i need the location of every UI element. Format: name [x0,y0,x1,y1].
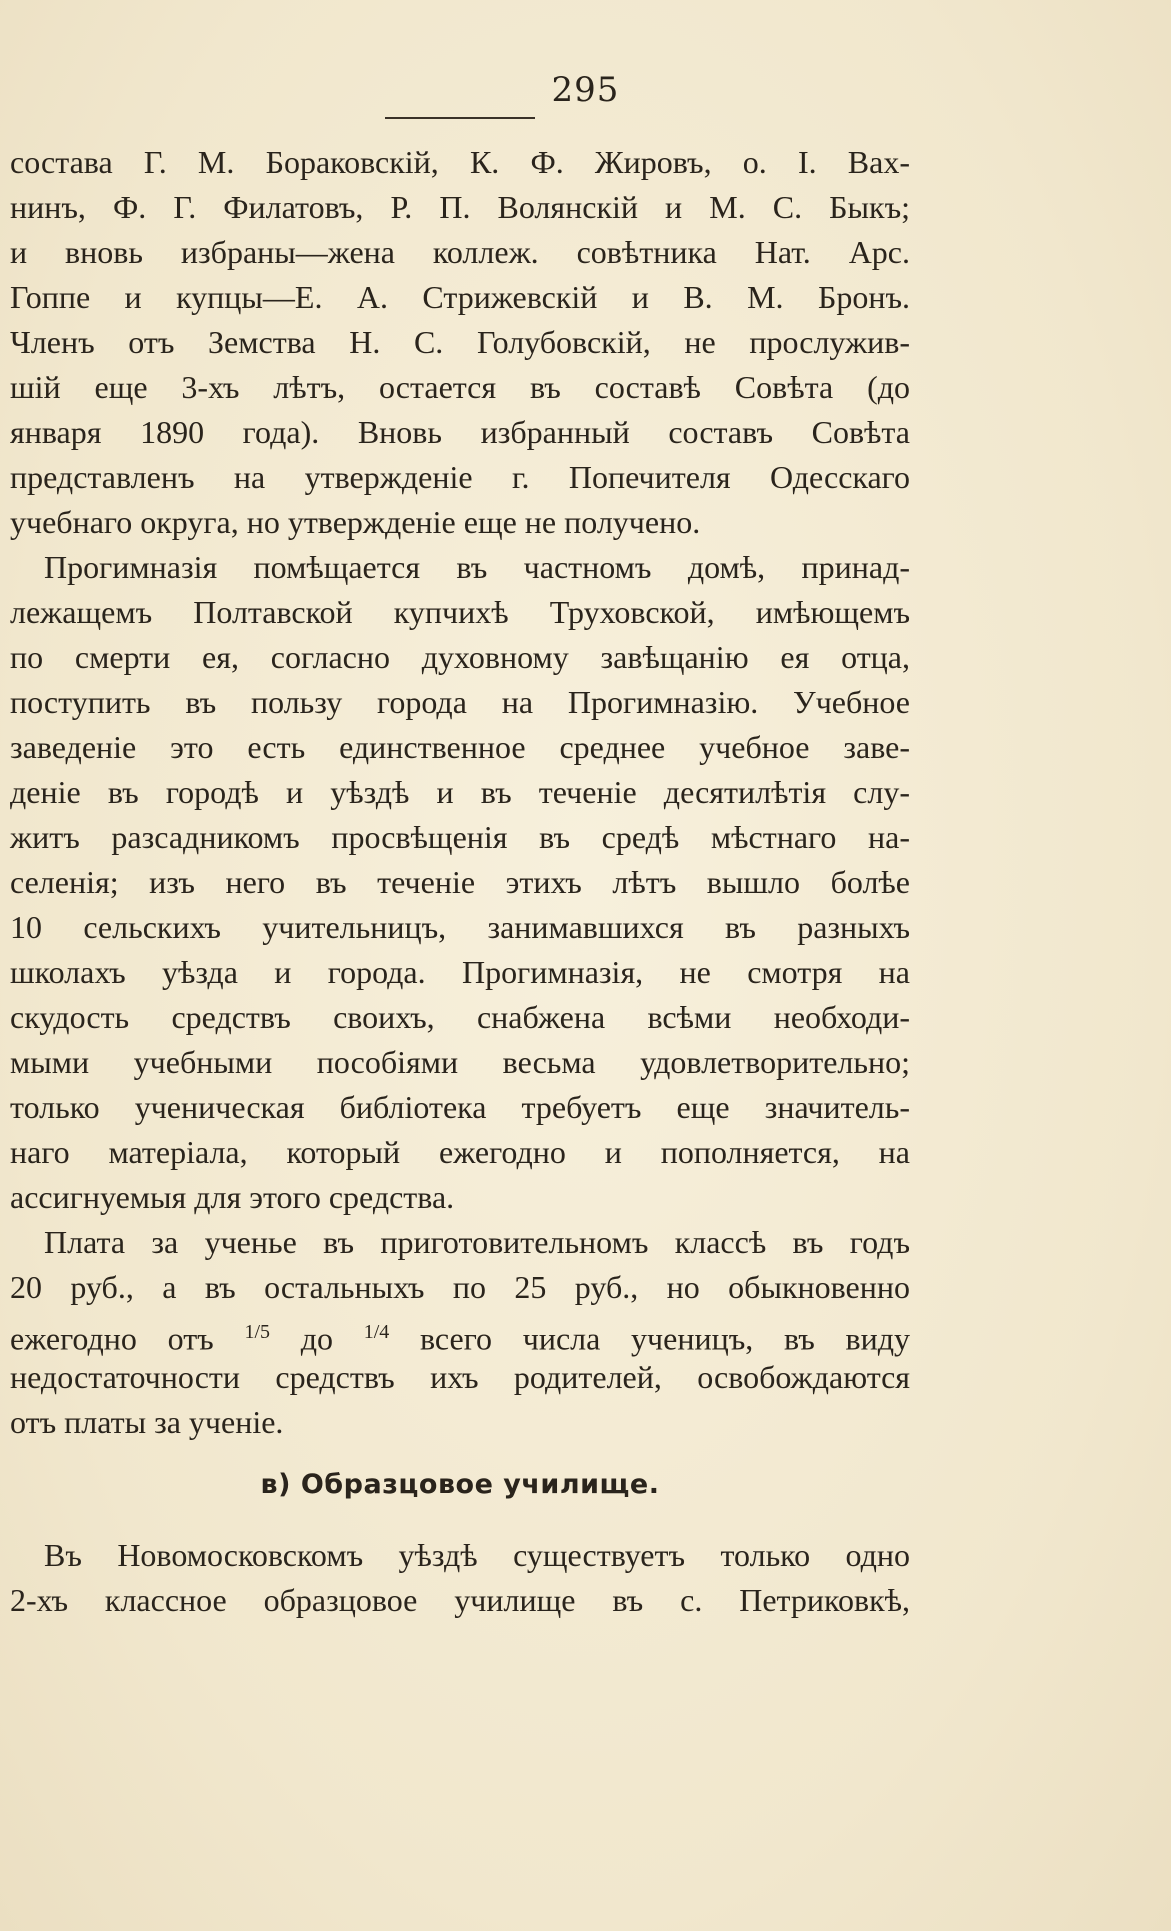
text-line: лежащемъ Полтавской купчихѣ Труховской, имѣющемъ [10,594,910,630]
page-number-rule [385,117,535,119]
text-line: шій еще 3-хъ лѣтъ, остается въ составѣ Совѣта (до [10,369,910,405]
text-line: заведеніе это есть единственное среднее учебное заве- [10,729,910,765]
text-line: Плата за ученье въ приготовительномъ классѣ въ годъ [44,1224,910,1260]
fraction-one-quarter: 1/4 [363,1321,390,1343]
paragraph-tuition-fee [10,1220,910,1445]
text-line: 20 руб., а въ остальныхъ по 25 руб., но обыкновенно [10,1269,910,1305]
text-line: Членъ отъ Земства Н. С. Голубовскій, не прослужив- [10,324,910,360]
text-line: поступить въ пользу города на Прогимназію. Учебное [10,684,910,720]
text-line: состава Г. М. Бораковскій, К. Ф. Жировъ, о. I. Вах- [10,144,910,180]
section-heading: в) Образцовое училище. [260,1469,660,1500]
text-line: недостаточности средствъ ихъ родителей, освобождаются [10,1359,910,1395]
text-line: мыми учебными пособіями весьма удовлетворительно; [10,1044,910,1080]
fraction-one-fifth: 1/5 [244,1321,270,1343]
text-line: ассигнуемыя для этого средства. [10,1179,455,1215]
text-line: Гоппе и купцы—Е. А. Стрижевскій и В. М. Бронъ. [10,279,910,315]
text-line: отъ платы за ученіе. [10,1404,284,1440]
text-line: представленъ на утвержденіе г. Попечителя Одесскаго [10,459,910,495]
paragraph-model-school [10,1533,910,1623]
text-line: Прогимназія помѣщается въ частномъ домѣ, принад- [44,549,910,585]
text-line: по смерти ея, согласно духовному завѣщанію ея отца, [10,639,910,675]
text-line: скудость средствъ своихъ, снабжена всѣми необходи- [10,999,910,1035]
body-text [10,140,910,1623]
text-line: и вновь избраны—жена коллеж. совѣтника Нат. Арс. [10,234,910,270]
text-line: нинъ, Ф. Г. Филатовъ, Р. П. Волянскій и М. С. Быкъ; [10,189,910,225]
text-line-with-fractions [10,1310,910,1355]
text-segment: всего числа ученицъ, въ виду [389,1320,911,1357]
text-line: учебнаго округа, но утвержденіе еще не получено. [10,504,701,540]
text-line: житъ разсадникомъ просвѣщенія въ средѣ мѣстнаго на- [10,819,910,855]
text-line: только ученическая библіотека требуетъ еще значитель- [10,1089,910,1125]
text-line: деніе въ городѣ и уѣздѣ и въ теченіе десятилѣтія слу- [10,774,910,810]
text-line: 10 сельскихъ учительницъ, занимавшихся въ разныхъ [10,909,910,945]
page-number: 295 [551,70,620,110]
text-line: школахъ уѣзда и города. Прогимназія, не смотря на [10,954,910,990]
text-line: января 1890 года). Вновь избранный составъ Совѣта [10,414,910,450]
paragraph-progymnasium-building [10,545,910,1220]
text-segment: ежегодно отъ [10,1320,245,1357]
text-line: селенія; изъ него въ теченіе этихъ лѣтъ вышло болѣе [10,864,910,900]
text-line: Въ Новомосковскомъ уѣздѣ существуетъ только одно [44,1537,910,1573]
text-line: наго матеріала, который ежегодно и пополняется, на [10,1134,910,1170]
text-segment: до [270,1320,364,1357]
paragraph-council-members [10,140,910,545]
text-line: 2-хъ классное образцовое училище въ с. Петриковкѣ, [10,1582,910,1618]
